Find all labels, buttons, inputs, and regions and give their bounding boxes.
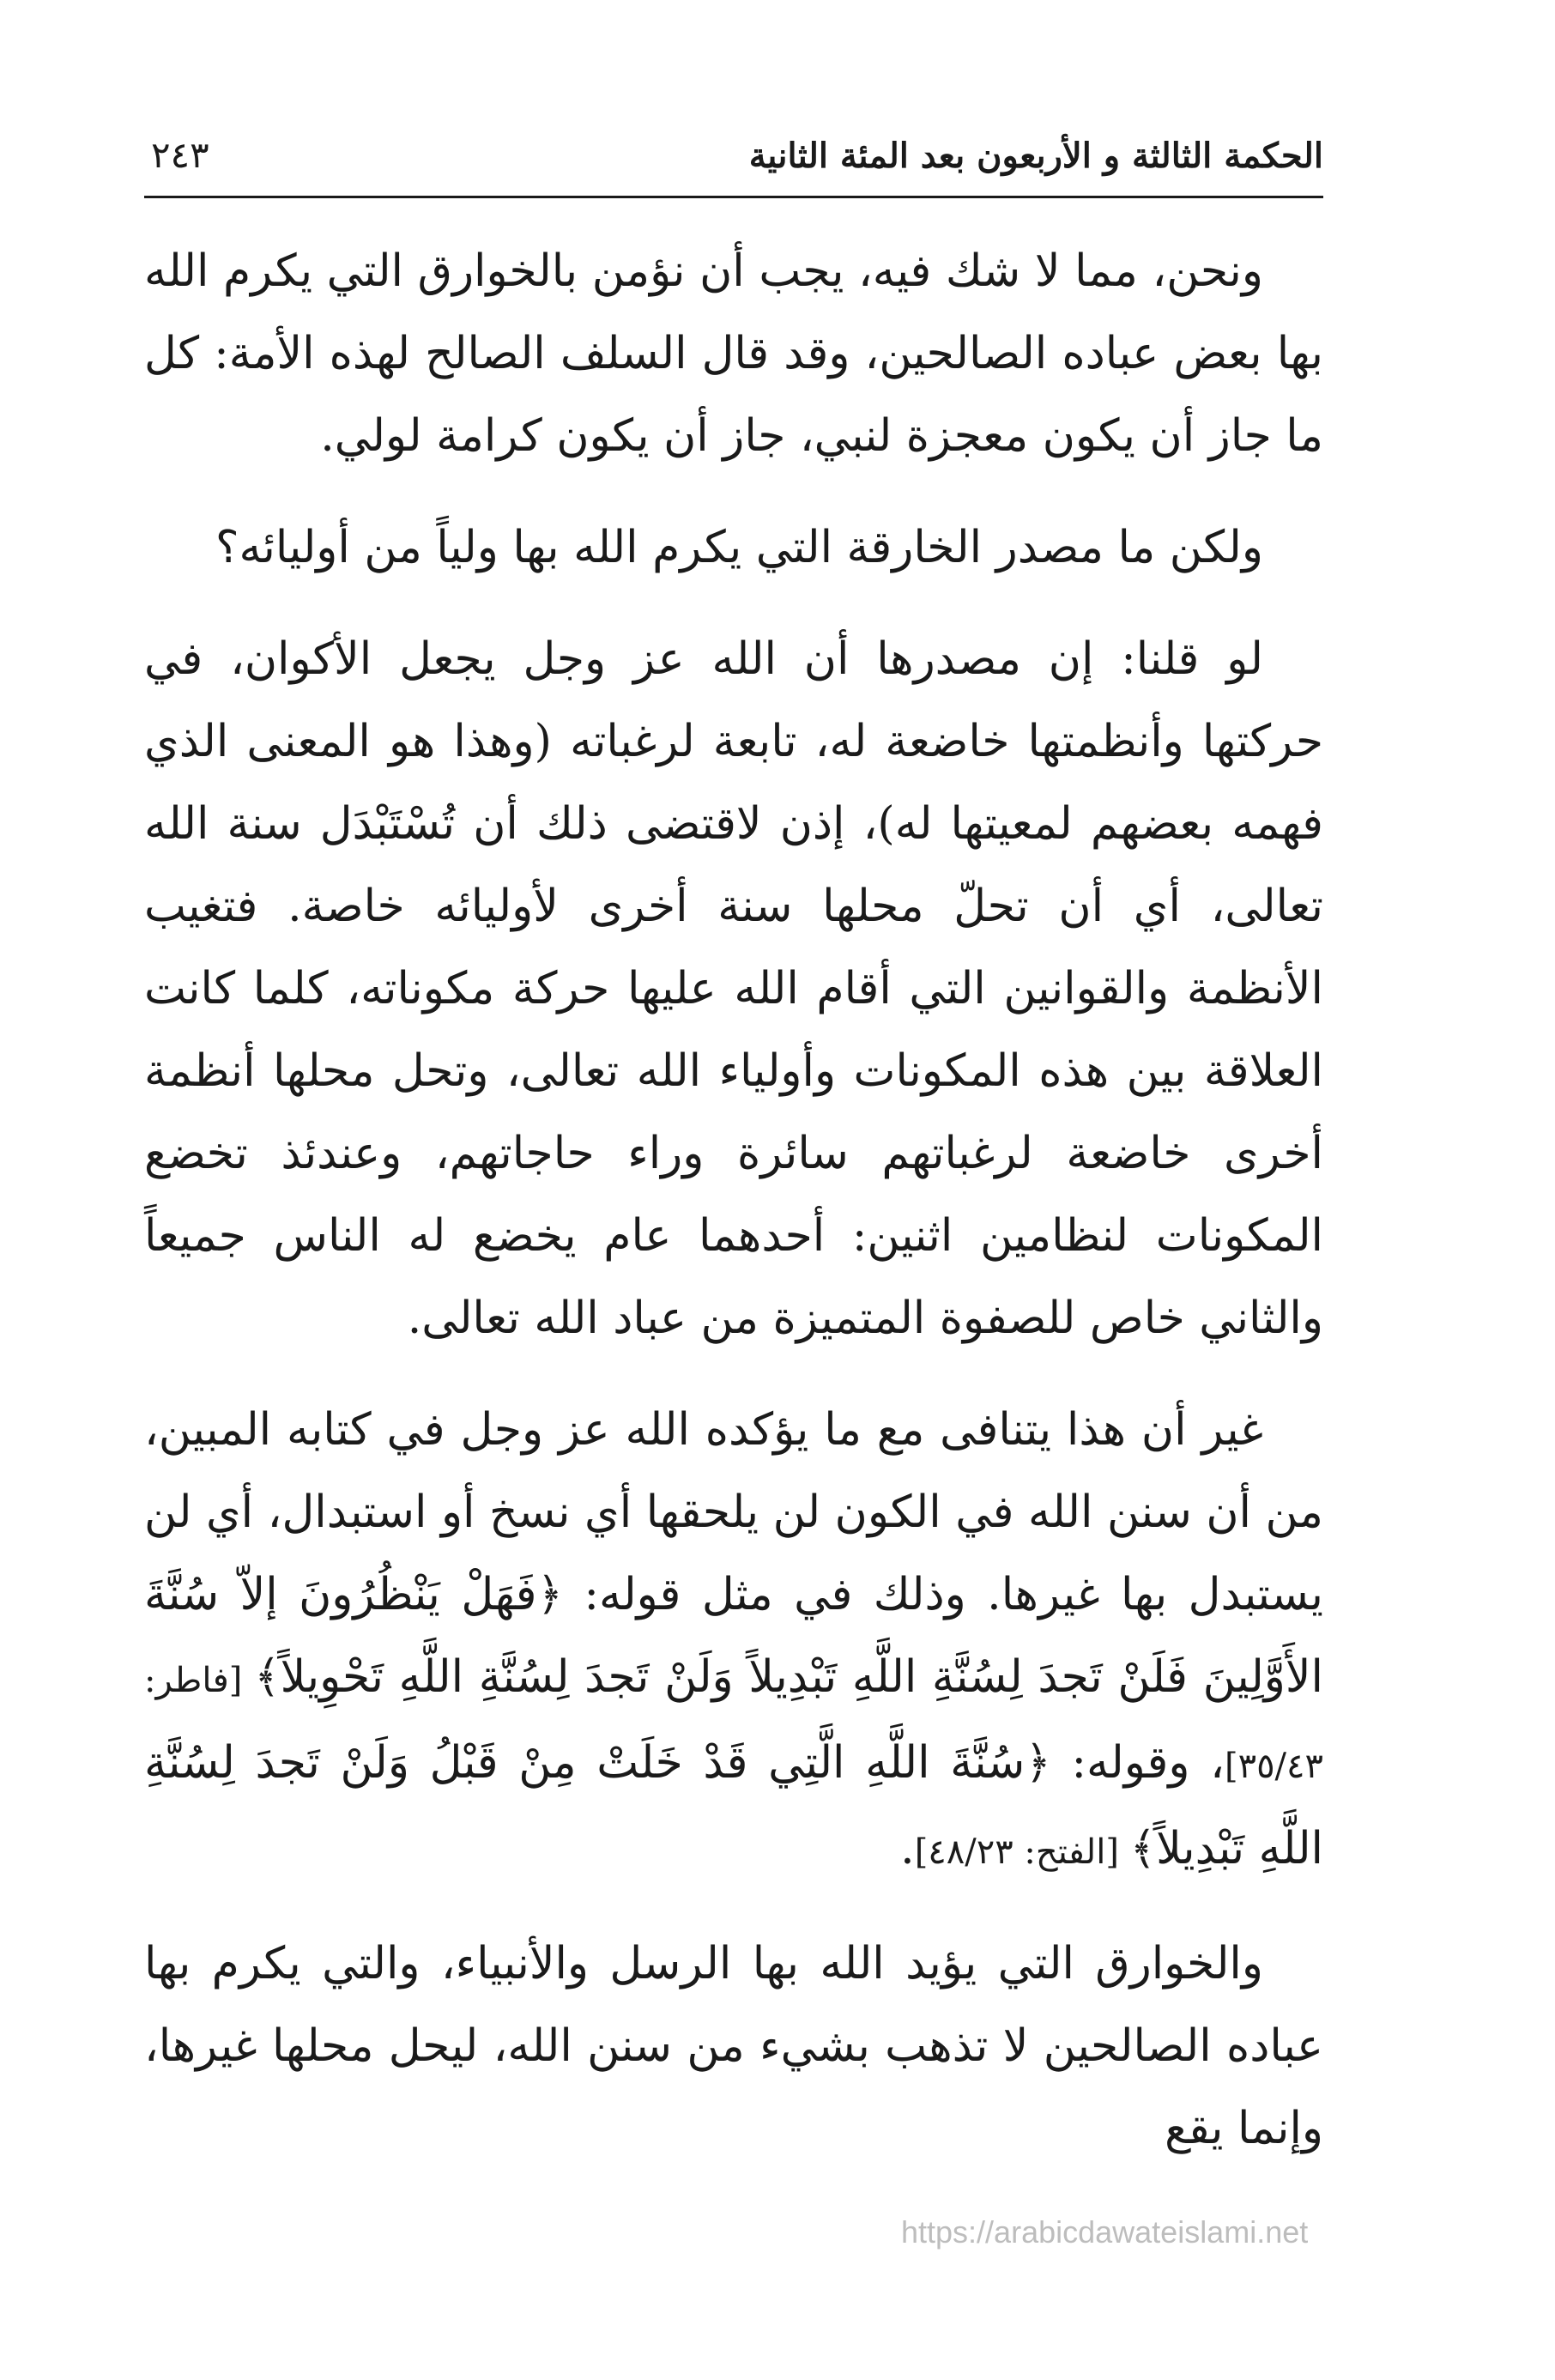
- quran-citation-1: [فاطر: ٣٥/٤٣]: [144, 1661, 1323, 1786]
- page-body: [144, 230, 1323, 2199]
- paragraph-4-text-before: غير أن هذا يتنافى مع ما يؤكده الله عز وجل في كتابه المبين، من أن سنن الله في الكون لن يلحقها أي نسخ أو استبدال، أي لن يستبدل بها غيرها. وذلك في مثل قوله:: [144, 1404, 1323, 1620]
- quran-citation-2: [الفتح: ٤٨/٢٣]: [914, 1832, 1130, 1872]
- chapter-title: الحكمة الثالثة و الأربعون بعد المئة الثانية: [748, 136, 1323, 176]
- paragraph-4-text-middle: ، وقوله:: [1050, 1737, 1225, 1789]
- quran-verse-1: ﴿فَهَلْ يَنْظُرُونَ إلاّ سُنَّةَ الأَوَّلِينَ فَلَنْ تَجدَ لِسُنَّةِ اللَّهِ تَبْدِيلاً وَلَنْ تَجدَ لِسُنَّةِ اللَّهِ تَحْوِيلاً﴾: [144, 1569, 1324, 1703]
- quran-verse-2: ﴿سُنَّةَ اللَّهِ الَّتِي قَدْ خَلَتْ مِنْ قَبْلُ وَلَنْ تَجدَ لِسُنَّةِ اللَّهِ تَبْدِيلاً﴾: [144, 1737, 1323, 1874]
- paragraph-1: ونحن، مما لا شك فيه، يجب أن نؤمن بالخوارق التي يكرم الله بها بعض عباده الصالحين، وقد قال السلف الصالح لهذه الأمة: كل ما جاز أن يكون معجزة لنبي، جاز أن يكون كرامة لولي.: [144, 245, 1323, 462]
- paragraph-4-text-after: .: [900, 1823, 915, 1874]
- running-header: [144, 129, 1323, 189]
- paragraph-5: والخوارق التي يؤيد الله بها الرسل والأنبياء، والتي يكرم بها عباده الصالحين لا تذهب بشيء من سنن الله، ليحل محلها غيرها، وإنما يقع: [144, 1938, 1323, 2154]
- page-number: ٢٤٣: [151, 134, 209, 176]
- paragraph-4: [144, 1389, 1323, 1893]
- watermark-url: https://arabicdawateislami.net: [901, 2214, 1309, 2250]
- header-divider: [144, 196, 1323, 198]
- paragraph-2: ولكن ما مصدر الخارقة التي يكرم الله بها ولياً من أوليائه؟: [215, 522, 1263, 573]
- paragraph-3: لو قلنا: إن مصدرها أن الله عز وجل يجعل الأكوان، في حركتها وأنظمتها خاضعة له، تابعة لرغباته (وهذا هو المعنى الذي فهمه بعضهم لمعيتها له)، إذن لاقتضى ذلك أن تُسْتَبْدَل سنة الله تعالى، أي أن تحلّ محلها سنة أخرى لأوليائه خاصة. فتغيب الأنظمة والقوانين التي أقام الله عليها حركة مكوناته، كلما كانت العلاقة بين هذه المكونات وأولياء الله تعالى، وتحل محلها أنظمة أخرى خاضعة لرغباتهم سائرة وراء حاجاتهم، وعندئذ تخضع المكونات لنظامين اثنين: أحدهما عام يخضع له الناس جميعاً والثاني خاص للصفوة المتميزة من عباد الله تعالى.: [144, 633, 1323, 1344]
